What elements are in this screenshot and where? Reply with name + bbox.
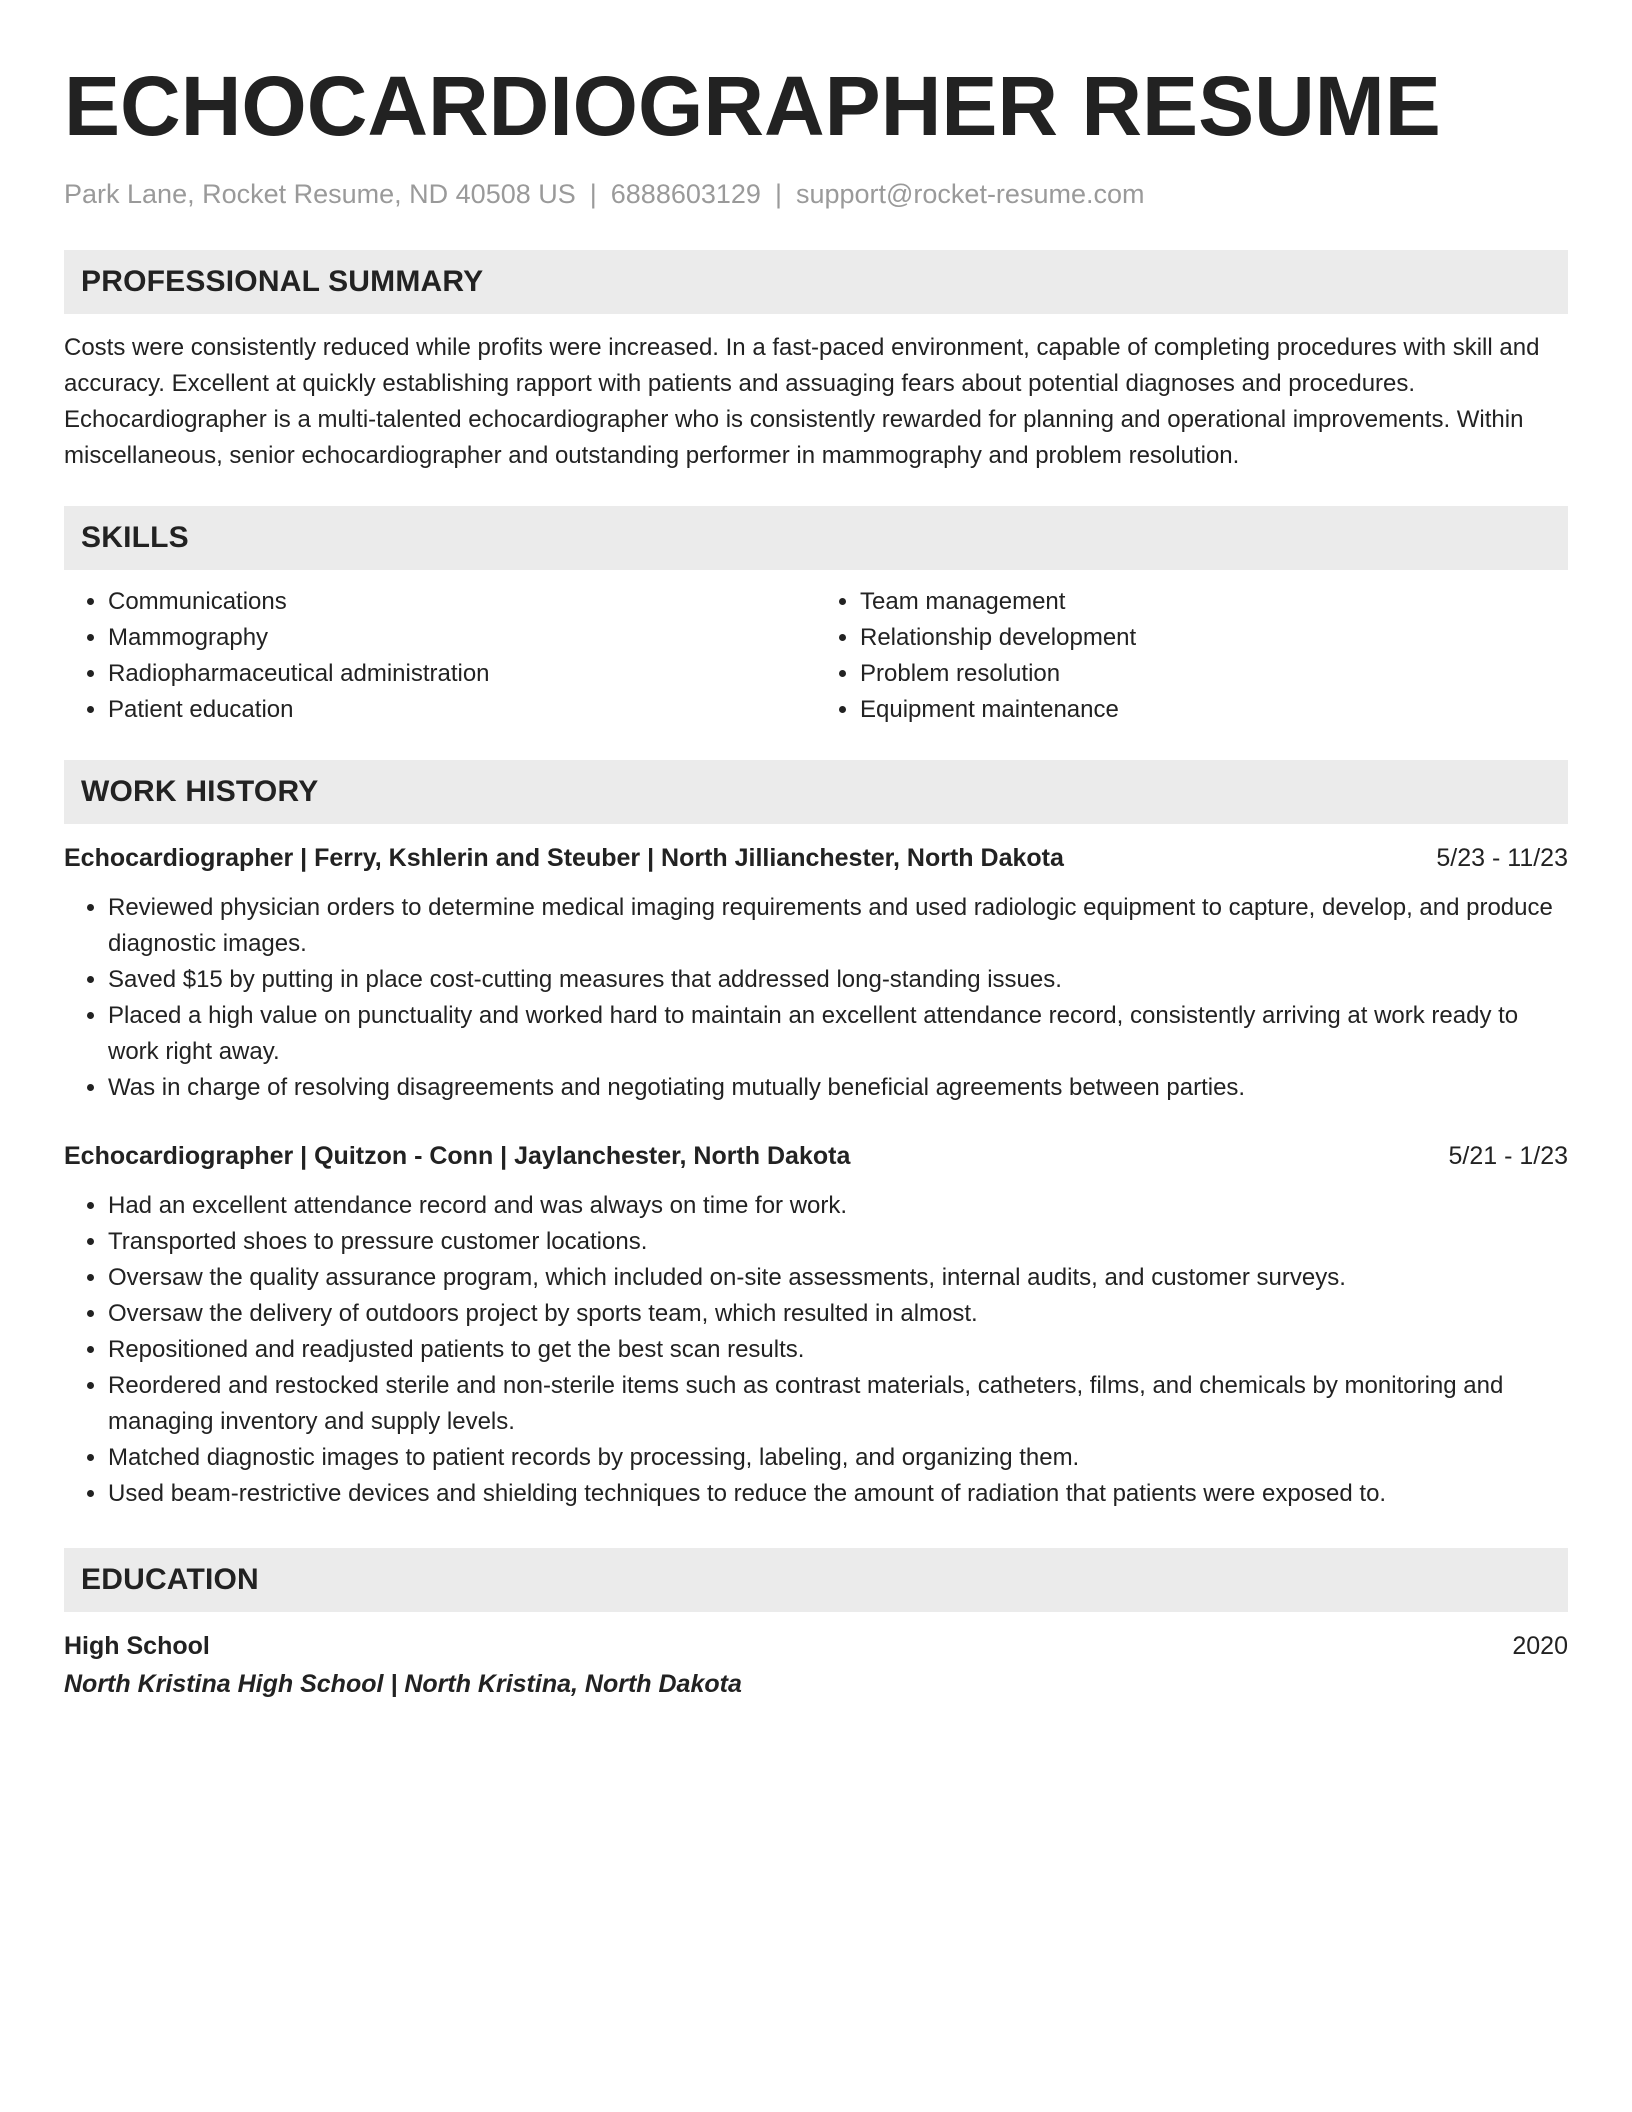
skill-item: • Communications <box>108 584 816 620</box>
job-bullet: • Oversaw the delivery of outdoors project by sports team, which resulted in almost. <box>108 1296 1568 1332</box>
skill-item: • Mammography <box>108 620 816 656</box>
job-title: Echocardiographer | Ferry, Kshlerin and Steuber | North Jillianchester, North Dakota <box>64 844 1064 872</box>
work-section <box>64 760 1568 1512</box>
job-header <box>64 1138 1568 1174</box>
education-year: 2020 <box>1512 1632 1568 1660</box>
skill-item: • Equipment maintenance <box>860 692 1568 728</box>
contact-email[interactable]: support@rocket-resume.com <box>795 179 1145 209</box>
job-dates: 5/21 - 1/23 <box>1448 1142 1568 1170</box>
job-entry <box>64 1138 1568 1512</box>
skills-heading: SKILLS <box>64 506 1568 570</box>
resume-title: ECHOCARDIOGRAPHER RESUME <box>64 59 1441 153</box>
contact-address: Park Lane, Rocket Resume, ND 40508 US <box>64 179 576 209</box>
skill-item: • Radiopharmaceutical administration <box>108 656 816 692</box>
education-header <box>64 1628 1568 1664</box>
contact-separator: | <box>774 179 782 209</box>
job-bullets <box>64 1188 1568 1512</box>
contact-separator: | <box>589 179 597 209</box>
job-bullets <box>64 890 1568 1106</box>
skill-item: • Problem resolution <box>860 656 1568 692</box>
summary-section <box>64 250 1568 474</box>
skill-item: • Relationship development <box>860 620 1568 656</box>
skills-list-left <box>64 584 816 728</box>
work-heading: WORK HISTORY <box>64 760 1568 824</box>
skill-item: • Patient education <box>108 692 816 728</box>
skill-item: • Team management <box>860 584 1568 620</box>
job-bullet: • Saved $15 by putting in place cost-cutting measures that addressed long-standing issues. <box>108 962 1568 998</box>
job-header <box>64 840 1568 876</box>
skills-section <box>64 506 1568 728</box>
summary-text: Costs were consistently reduced while profits were increased. In a fast-paced environment, capable of completing procedures with skill and accuracy. Excellent at quickly establishing rapport with patients and assuaging fears about potential diagnoses and procedures. Echocardiographer is a multi-talented echocardiographer who is consistently rewarded for planning and operational improvements. Within miscellaneous, senior echocardiographer and outstanding performer in mammography and problem resolution. <box>64 334 1540 469</box>
job-bullet: • Matched diagnostic images to patient records by processing, labeling, and organizing them. <box>108 1440 1568 1476</box>
job-bullet: • Oversaw the quality assurance program, which included on-site assessments, internal audits, and customer surveys. <box>108 1260 1568 1296</box>
summary-heading: PROFESSIONAL SUMMARY <box>64 250 1568 314</box>
education-school: North Kristina High School | North Kristina, North Dakota <box>64 1670 742 1698</box>
skills-grid <box>64 584 1568 728</box>
education-degree: High School <box>64 1632 210 1660</box>
job-dates: 5/23 - 11/23 <box>1436 844 1568 872</box>
job-bullet: • Transported shoes to pressure customer locations. <box>108 1224 1568 1260</box>
education-section <box>64 1548 1568 1702</box>
job-bullet: • Used beam-restrictive devices and shielding techniques to reduce the amount of radiation that patients were exposed to. <box>108 1476 1568 1512</box>
skills-list-right <box>816 584 1568 728</box>
job-bullet: • Reviewed physician orders to determine medical imaging requirements and used radiologic equipment to capture, develop, and produce diagnostic images. <box>108 890 1568 962</box>
job-entry <box>64 840 1568 1106</box>
contact-phone: 6888603129 <box>610 179 761 209</box>
job-bullet: • Repositioned and readjusted patients to get the best scan results. <box>108 1332 1568 1368</box>
job-bullet: • Had an excellent attendance record and was always on time for work. <box>108 1188 1568 1224</box>
job-bullet: • Placed a high value on punctuality and worked hard to maintain an excellent attendance record, consistently arriving at work ready to work right away. <box>108 998 1568 1070</box>
contact-line <box>64 176 1568 212</box>
education-heading: EDUCATION <box>64 1548 1568 1612</box>
job-title: Echocardiographer | Quitzon - Conn | Jaylanchester, North Dakota <box>64 1142 851 1170</box>
job-bullet: • Was in charge of resolving disagreements and negotiating mutually beneficial agreements between parties. <box>108 1070 1568 1106</box>
job-bullet: • Reordered and restocked sterile and non-sterile items such as contrast materials, catheters, films, and chemicals by monitoring and managing inventory and supply levels. <box>108 1368 1568 1440</box>
